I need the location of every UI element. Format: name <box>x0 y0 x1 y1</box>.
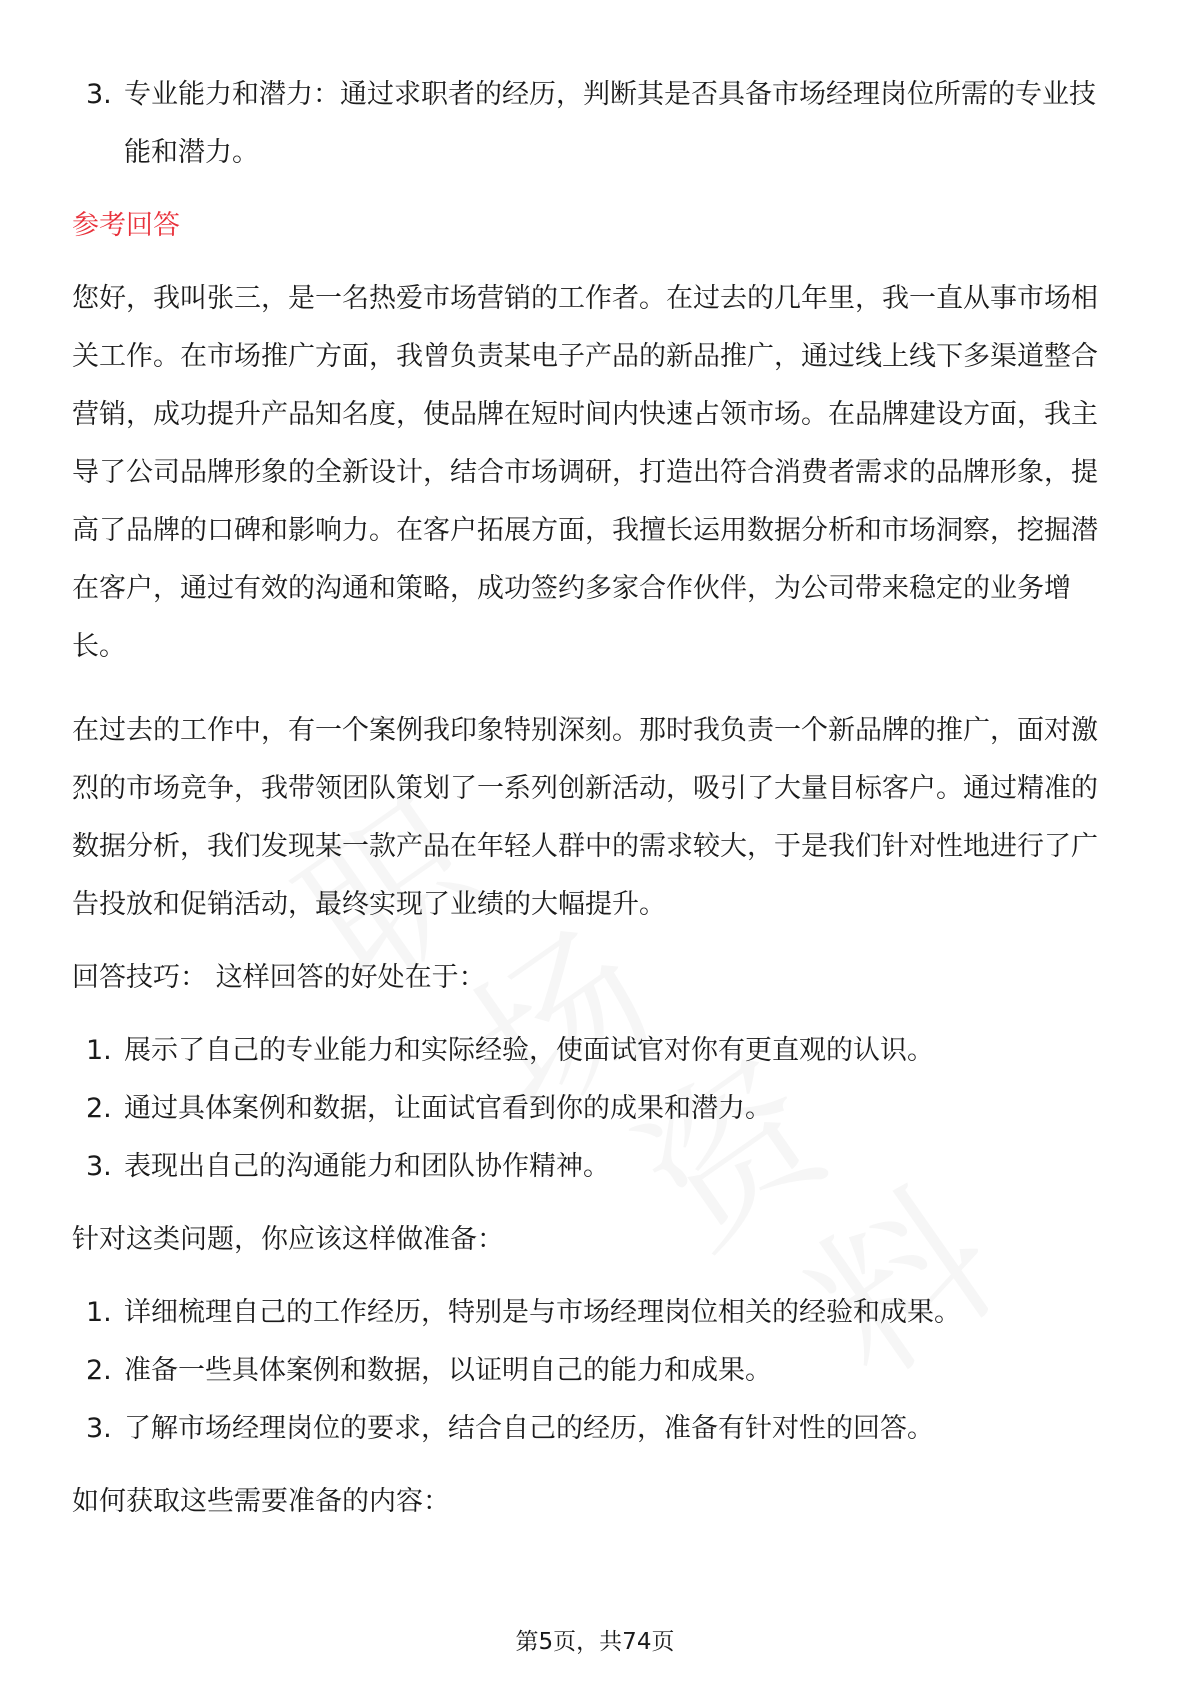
tips-list <box>72 1022 1118 1196</box>
prepare-heading: 针对这类问题，你应该这样做准备： <box>72 1224 504 1255</box>
document-body <box>72 66 1118 1531</box>
prepare-list <box>72 1284 1118 1458</box>
list-item-number: 2. <box>86 1355 112 1386</box>
list-item <box>72 1138 1118 1196</box>
answer-paragraph-2: 在过去的工作中，有一个案例我印象特别深刻。那时我负责一个新品牌的推广，面对激烈的市场竞争，我带领团队策划了一系列创新活动，吸引了大量目标客户。通过精准的数据分析，我们发现某一款产品在年轻人群中的需求较大，于是我们针对性地进行了广告投放和促销活动，最终实现了业绩的大幅提升。 <box>72 715 1098 920</box>
list-item-number: 2. <box>86 1093 112 1124</box>
list-item-number: 1. <box>86 1035 112 1066</box>
criteria-list-continued <box>72 66 1118 182</box>
list-item-number: 3. <box>86 79 112 110</box>
list-item <box>72 1080 1118 1138</box>
list-item-text: 详细梳理自己的工作经历，特别是与市场经理岗位相关的经验和成果。 <box>124 1297 961 1328</box>
list-item-text: 展示了自己的专业能力和实际经验，使面试官对你有更直观的认识。 <box>124 1035 934 1066</box>
list-item <box>72 1400 1118 1458</box>
list-item <box>72 1342 1118 1400</box>
list-item <box>72 1284 1118 1342</box>
list-item-number: 1. <box>86 1297 112 1328</box>
list-item-text: 专业能力和潜力：通过求职者的经历，判断其是否具备市场经理岗位所需的专业技能和潜力。 <box>124 79 1096 168</box>
obtain-heading: 如何获取这些需要准备的内容： <box>72 1486 450 1517</box>
list-item-text: 准备一些具体案例和数据，以证明自己的能力和成果。 <box>124 1355 772 1386</box>
list-item-text: 了解市场经理岗位的要求，结合自己的经历，准备有针对性的回答。 <box>124 1413 934 1444</box>
list-item-number: 3. <box>86 1413 112 1444</box>
list-item-number: 3. <box>86 1151 112 1182</box>
list-item <box>72 66 1118 182</box>
answer-paragraph-1: 您好，我叫张三，是一名热爱市场营销的工作者。在过去的几年里，我一直从事市场相关工作。在市场推广方面，我曾负责某电子产品的新品推广，通过线上线下多渠道整合营销，成功提升产品知名度，使品牌在短时间内快速占领市场。在品牌建设方面，我主导了公司品牌形象的全新设计，结合市场调研，打造出符合消费者需求的品牌形象，提高了品牌的口碑和影响力。在客户拓展方面，我擅长运用数据分析和市场洞察，挖掘潜在客户，通过有效的沟通和策略，成功签约多家合作伙伴，为公司带来稳定的业务增长。 <box>72 283 1098 662</box>
list-item-text: 通过具体案例和数据，让面试官看到你的成果和潜力。 <box>124 1093 772 1124</box>
tips-heading: 回答技巧： 这样回答的好处在于： <box>72 962 486 993</box>
reference-answer-heading: 参考回答 <box>72 210 180 241</box>
list-item <box>72 1022 1118 1080</box>
page-number-footer: 第5页，共74页 <box>515 1629 675 1655</box>
list-item-text: 表现出自己的沟通能力和团队协作精神。 <box>124 1151 610 1182</box>
